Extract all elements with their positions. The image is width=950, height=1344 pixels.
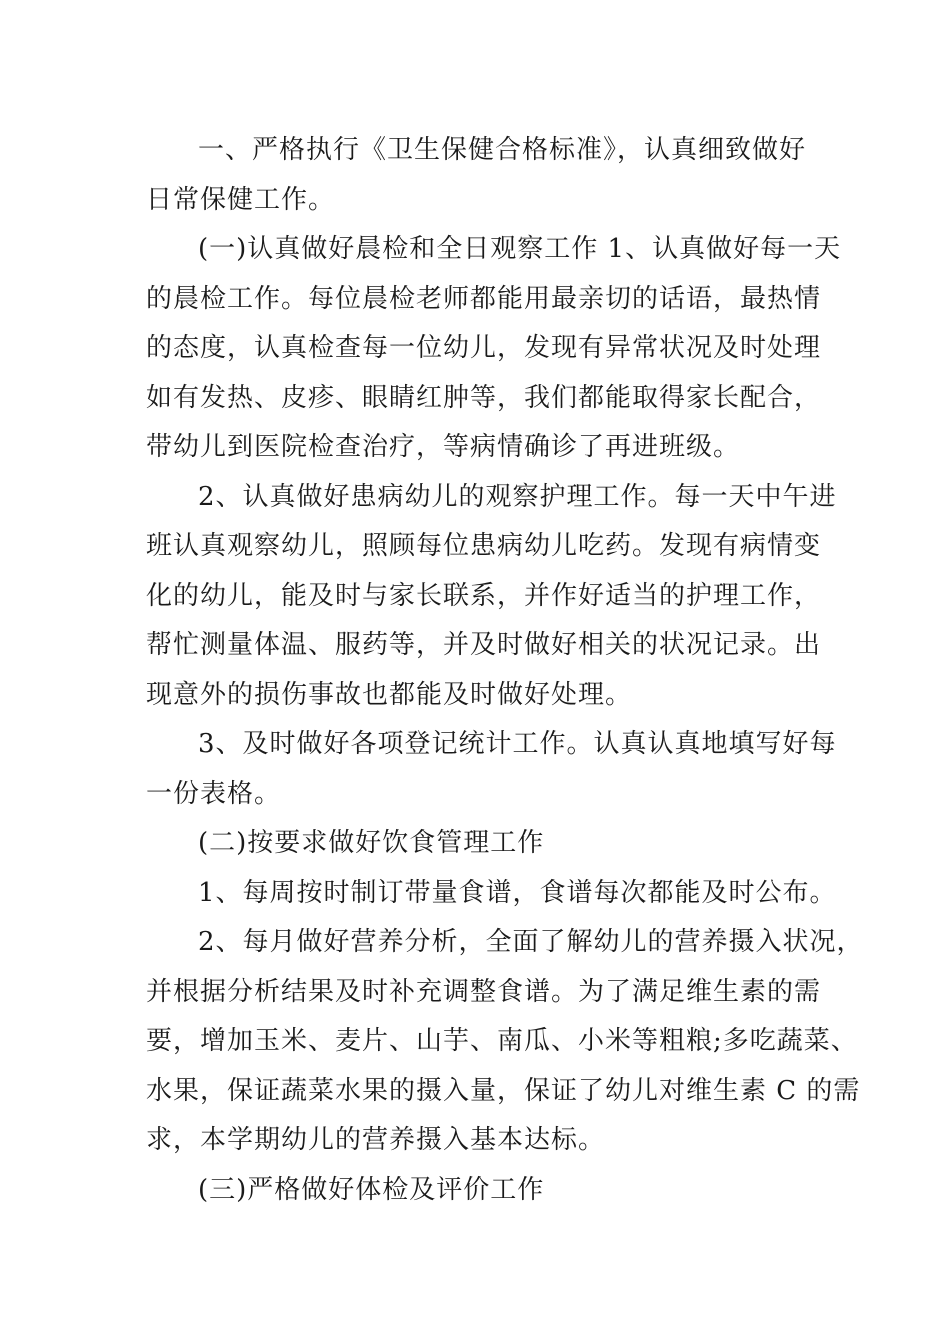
- paragraph-line: 的态度，认真检查每一位幼儿，发现有异常状况及时处理: [146, 333, 822, 363]
- paragraph-line: 1、每周按时制订带量食谱，食谱每次都能及时公布。: [198, 878, 837, 908]
- paragraph-line: 并根据分析结果及时补充调整食谱。为了满足维生素的需: [146, 977, 822, 1007]
- paragraph-line: 一份表格。: [146, 779, 282, 809]
- paragraph-line: 日常保健工作。: [146, 185, 336, 215]
- section-heading: (二)按要求做好饮食管理工作: [198, 828, 545, 858]
- paragraph-line: 化的幼儿，能及时与家长联系，并作好适当的护理工作，: [146, 581, 822, 611]
- paragraph-line: (一)认真做好晨检和全日观察工作 1、认真做好每一天: [198, 234, 842, 264]
- paragraph-line: 3、及时做好各项登记统计工作。认真认真地填写好每: [198, 729, 837, 759]
- paragraph-line: 2、每月做好营养分析，全面了解幼儿的营养摄入状况，: [198, 927, 864, 957]
- paragraph-line: 的晨检工作。每位晨检老师都能用最亲切的话语，最热情: [146, 284, 822, 314]
- paragraph-line: 一、严格执行《卫生保健合格标准》，认真细致做好: [198, 135, 807, 165]
- paragraph-line: 2、认真做好患病幼儿的观察护理工作。每一天中午进: [198, 482, 837, 512]
- section-heading: (三)严格做好体检及评价工作: [198, 1175, 545, 1205]
- paragraph-line: 帮忙测量体温、服药等，并及时做好相关的状况记录。出: [146, 630, 822, 660]
- paragraph-line: 要，增加玉米、麦片、山芋、南瓜、小米等粗粮;多吃蔬菜、: [146, 1026, 858, 1056]
- paragraph-line: 现意外的损伤事故也都能及时做好处理。: [146, 680, 633, 710]
- paragraph-line: 班认真观察幼儿，照顾每位患病幼儿吃药。发现有病情变: [146, 531, 822, 561]
- paragraph-line: 求，本学期幼儿的营养摄入基本达标。: [146, 1125, 606, 1155]
- paragraph-line: 带幼儿到医院检查治疗，等病情确诊了再进班级。: [146, 432, 741, 462]
- paragraph-line: 水果，保证蔬菜水果的摄入量，保证了幼儿对维生素 C 的需: [146, 1076, 861, 1106]
- paragraph-line: 如有发热、皮疹、眼睛红肿等，我们都能取得家长配合，: [146, 383, 822, 413]
